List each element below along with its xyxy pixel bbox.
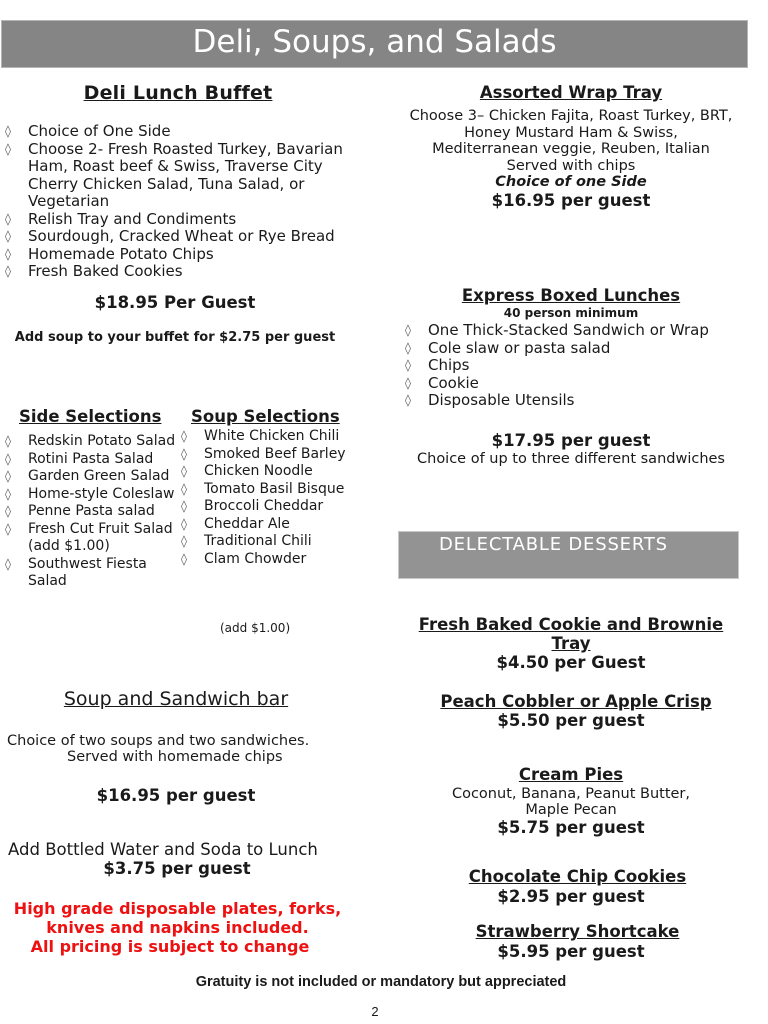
diamond-bullet-icon: ◊ <box>5 556 11 571</box>
list-item: ◊ Garden Green Salad <box>5 468 170 484</box>
list-item: ◊ One Thick-Stacked Sandwich or Wrap <box>405 321 709 339</box>
dessert-cream-pies-desc-2: Maple Pecan <box>525 802 617 818</box>
list-item: ◊ Southwest Fiesta Salad <box>5 555 147 589</box>
soup-sandwich-price: $16.95 per guest <box>96 786 256 805</box>
dessert-cookie-brownie-price: $4.50 per Guest <box>496 653 646 672</box>
diamond-bullet-icon: ◊ <box>405 375 411 390</box>
dessert-cream-pies-price: $5.75 per guest <box>497 818 645 837</box>
list-item: ◊ Tomato Basil Bisque <box>181 480 345 497</box>
dessert-cobbler-price: $5.50 per guest <box>497 711 645 730</box>
dessert-cookie-brownie-name-1: Fresh Baked Cookie and Brownie <box>418 615 724 634</box>
diamond-bullet-icon: ◊ <box>5 211 11 226</box>
deli-buffet-heading: Deli Lunch Buffet <box>83 82 273 104</box>
boxed-lunch-minimum: 40 person minimum <box>503 306 639 320</box>
wrap-tray-line-2: Honey Mustard Ham & Swiss, <box>464 125 678 141</box>
diamond-bullet-icon: ◊ <box>5 246 11 261</box>
list-item: ◊ Chicken Noodle <box>181 463 313 479</box>
dessert-shortcake-name: Strawberry Shortcake <box>475 922 680 941</box>
beverage-addon-label: Add Bottled Water and Soda to Lunch <box>8 840 318 859</box>
wrap-tray-side-note: Choice of one Side <box>495 174 647 190</box>
list-item: ◊ Penne Pasta salad <box>5 503 155 519</box>
list-item: ◊ Rotini Pasta Salad <box>5 450 154 467</box>
desserts-section-header <box>398 531 739 579</box>
page-number: 2 <box>371 1004 379 1019</box>
deli-buffet-addon: Add soup to your buffet for $2.75 per guest <box>14 330 336 345</box>
diamond-bullet-icon: ◊ <box>5 486 11 501</box>
soup-selections-heading: Soup Selections <box>191 407 340 426</box>
soup-sandwich-desc-1: Choice of two soups and two sandwiches. <box>7 733 310 749</box>
dessert-shortcake-price: $5.95 per guest <box>497 942 645 961</box>
side-selections-heading: Side Selections <box>19 407 162 426</box>
beverage-addon-price: $3.75 per guest <box>103 859 251 878</box>
diamond-bullet-icon: ◊ <box>181 534 187 548</box>
diamond-bullet-icon: ◊ <box>181 481 187 496</box>
diamond-bullet-icon: ◊ <box>405 393 411 407</box>
diamond-bullet-icon: ◊ <box>405 340 411 355</box>
dessert-choc-chip-price: $2.95 per guest <box>497 887 645 906</box>
diamond-bullet-icon: ◊ <box>5 141 11 156</box>
list-item: ◊ White Chicken Chili <box>181 428 340 444</box>
diamond-bullet-icon: ◊ <box>5 264 11 278</box>
deli-buffet-price: $18.95 Per Guest <box>94 293 256 312</box>
list-item: ◊ Choice of One Side <box>5 122 171 140</box>
diamond-bullet-icon: ◊ <box>5 451 11 466</box>
desserts-heading: DELECTABLE DESSERTS <box>439 534 668 555</box>
clam-chowder-surcharge: (add $1.00) <box>220 621 291 635</box>
diamond-bullet-icon: ◊ <box>5 229 11 243</box>
deli-buffet-list <box>2 123 347 281</box>
diamond-bullet-icon: ◊ <box>181 499 187 513</box>
wrap-tray-line-4: Served with chips <box>506 158 636 174</box>
diamond-bullet-icon: ◊ <box>405 323 411 337</box>
boxed-lunch-list <box>402 322 752 410</box>
dessert-cream-pies-name: Cream Pies <box>518 765 624 784</box>
diamond-bullet-icon: ◊ <box>181 551 187 566</box>
diamond-bullet-icon: ◊ <box>5 434 11 448</box>
side-selections-list <box>2 433 182 591</box>
wrap-tray-heading: Assorted Wrap Tray <box>479 83 663 102</box>
diamond-bullet-icon: ◊ <box>5 469 11 483</box>
boxed-lunch-price: $17.95 per guest <box>491 431 651 450</box>
diamond-bullet-icon: ◊ <box>181 516 187 531</box>
list-item: ◊ Fresh Baked Cookies <box>5 262 183 280</box>
list-item: ◊ Homemade Potato Chips <box>5 244 214 263</box>
boxed-lunch-note: Choice of up to three different sandwiches <box>417 451 725 467</box>
diamond-bullet-icon: ◊ <box>405 358 411 372</box>
soup-selections-list <box>178 428 353 568</box>
notice-line-1: High grade disposable plates, forks, <box>13 899 342 918</box>
notice-line-3: All pricing is subject to change <box>30 937 310 956</box>
list-item: ◊ Disposable Utensils <box>405 391 575 409</box>
list-item: ◊ Redskin Potato Salad <box>5 433 176 449</box>
page-title: Deli, Soups, and Salads <box>192 24 557 60</box>
soup-sandwich-desc-2: Served with homemade chips <box>67 749 283 765</box>
diamond-bullet-icon: ◊ <box>181 429 187 443</box>
wrap-tray-line-1: Choose 3– Chicken Fajita, Roast Turkey, BRT, <box>409 108 733 124</box>
list-item: ◊ Cole slaw or pasta salad <box>405 338 611 357</box>
dessert-choc-chip-name: Chocolate Chip Cookies <box>468 867 687 886</box>
gratuity-note: Gratuity is not included or mandatory but appreciated <box>195 974 567 990</box>
diamond-bullet-icon: ◊ <box>5 124 11 138</box>
list-item: ◊ Broccoli Cheddar <box>181 498 324 514</box>
notice-line-2: knives and napkins included. <box>46 918 309 937</box>
diamond-bullet-icon: ◊ <box>5 521 11 536</box>
list-item: ◊ Choose 2- Fresh Roasted Turkey, Bavarian Ham, Roast beef & Swiss, Traverse City Cherry Chicken Salad, Tuna Salad, or Vegetarian <box>5 139 343 210</box>
diamond-bullet-icon: ◊ <box>181 446 187 461</box>
soup-sandwich-heading: Soup and Sandwich bar <box>63 688 289 710</box>
list-item: ◊ Cookie <box>405 373 479 392</box>
list-item: ◊ Sourdough, Cracked Wheat or Rye Bread <box>5 227 335 245</box>
diamond-bullet-icon: ◊ <box>181 464 187 478</box>
list-item: ◊ Relish Tray and Condiments <box>5 209 237 228</box>
list-item: ◊ Smoked Beef Barley <box>181 445 346 462</box>
list-item: ◊ Home-style Coleslaw <box>5 485 175 502</box>
dessert-cobbler-name: Peach Cobbler or Apple Crisp <box>440 692 712 711</box>
dessert-cream-pies-desc-1: Coconut, Banana, Peanut Butter, <box>451 786 691 802</box>
list-item: ◊ Cheddar Ale <box>181 515 290 532</box>
diamond-bullet-icon: ◊ <box>5 504 11 518</box>
wrap-tray-price: $16.95 per guest <box>491 191 651 210</box>
list-item: ◊ Fresh Cut Fruit Salad (add $1.00) <box>5 520 173 554</box>
list-item: ◊ Chips <box>405 356 470 374</box>
list-item: ◊ Traditional Chili <box>181 533 312 549</box>
wrap-tray-line-3: Mediterranean veggie, Reuben, Italian <box>432 141 710 157</box>
dessert-cookie-brownie-name-2: Tray <box>551 634 591 653</box>
boxed-lunch-heading: Express Boxed Lunches <box>461 286 681 305</box>
list-item: ◊ Clam Chowder <box>181 550 307 567</box>
